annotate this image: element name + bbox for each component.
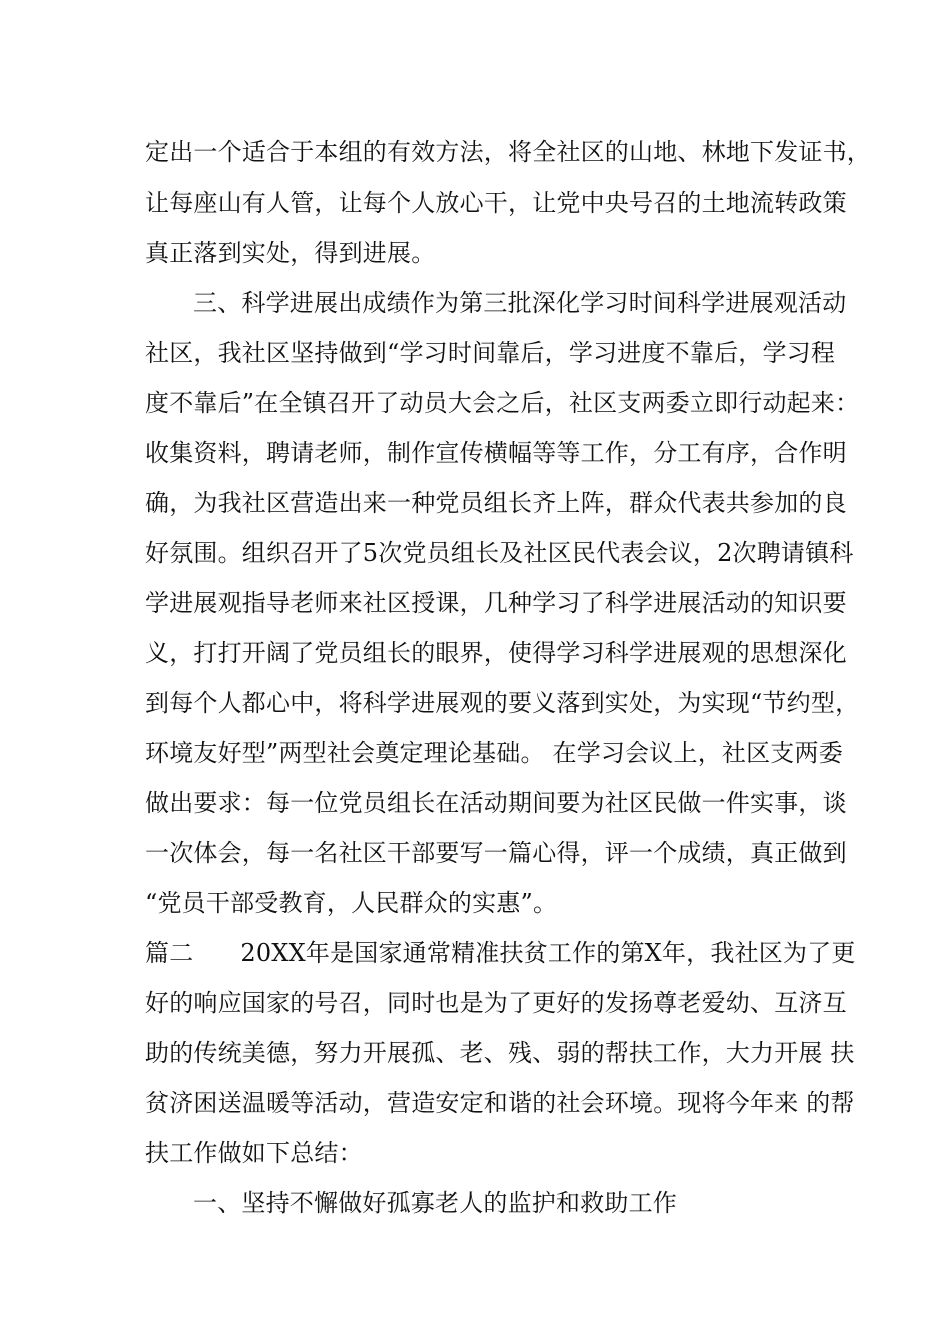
text-line: 一次体会，每一名社区干部要写一篇心得，评一个成绩，真正做到: [145, 839, 847, 867]
text-line: “党员干部受教育，人民群众的实惠”。: [145, 889, 558, 917]
text-line: 做出要求：每一位党员组长在活动期间要为社区民做一件实事，谈: [145, 789, 847, 817]
text-line: 到每个人都心中，将科学进展观的要义落到实处，为实现“节约型，: [145, 689, 860, 717]
article-heading-line: 篇二 20XX年是国家通常精准扶贫工作的第X年，我社区为了更: [145, 939, 856, 967]
text-line: 收集资料，聘请老师，制作宣传横幅等等工作，分工有序，合作明: [145, 439, 847, 467]
section-heading: 一、坚持不懈做好孤寡老人的监护和救助工作: [193, 1189, 677, 1217]
text-line: 好的响应国家的号召，同时也是为了更好的发扬尊老爱幼、互济互: [145, 989, 847, 1017]
text-line: 让每座山有人管，让每个人放心干，让党中央号召的土地流转政策: [145, 189, 847, 217]
text-line: 贫济困送温暖等活动，营造安定和谐的社会环境。现将今年来 的帮: [145, 1089, 855, 1117]
text-line: 度不靠后”在全镇召开了动员大会之后，社区支两委立即行动起来：: [145, 389, 860, 417]
text-line: 定出一个适合于本组的有效方法，将全社区的山地、林地下发证书，: [145, 138, 871, 166]
text-line: 义，打打开阔了党员组长的眼界，使得学习科学进展观的思想深化: [145, 639, 847, 667]
text-line: 好氛围。组织召开了5次党员组长及社区民代表会议，2次聘请镇科: [145, 539, 854, 567]
text-line: 学进展观指导老师来社区授课，几种学习了科学进展活动的知识要: [145, 589, 847, 617]
text-line: 真正落到实处，得到进展。: [145, 239, 436, 267]
section-heading: 三、科学进展出成绩作为第三批深化学习时间科学进展观活动: [193, 289, 847, 317]
text-line: 扶工作做如下总结：: [145, 1139, 363, 1167]
text-line: 确，为我社区营造出来一种党员组长齐上阵，群众代表共参加的良: [145, 489, 847, 517]
text-line: 助的传统美德，努力开展孤、老、残、弱的帮扶工作，大力开展 扶: [145, 1039, 855, 1067]
text-line: 环境友好型”两型社会奠定理论基础。 在学习会议上，社区支两委: [145, 739, 843, 767]
text-line: 社区，我社区坚持做到“学习时间靠后，学习进度不靠后，学习程: [145, 339, 836, 367]
